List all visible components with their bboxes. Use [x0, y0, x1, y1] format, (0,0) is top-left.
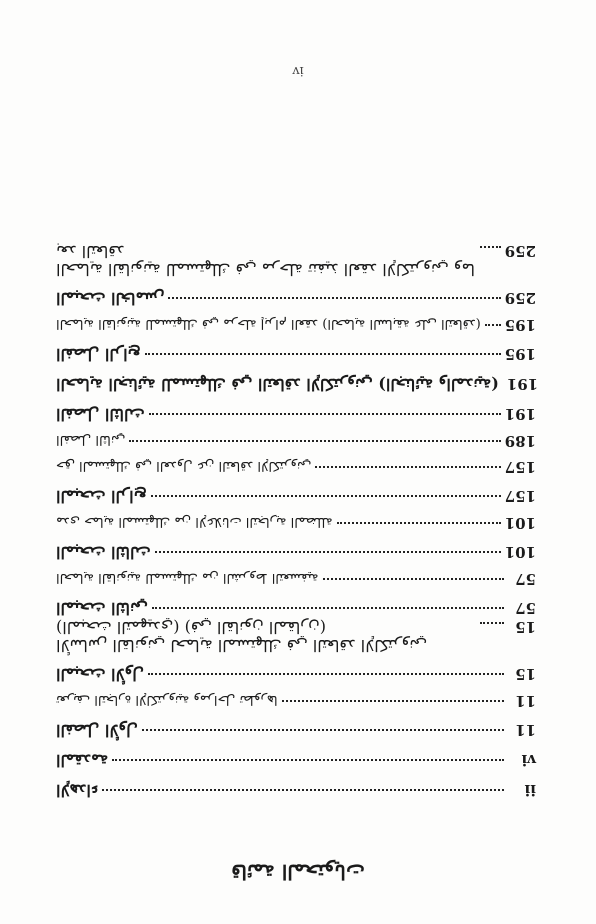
toc-entry-label: حق المستهلك في العدول عن التعاقد الإلكتروني [56, 458, 312, 473]
toc-entry-label: الفصل الثاني [56, 432, 126, 447]
toc-entry-page-number: 57 [515, 570, 536, 588]
toc-entry-label: الفصل الأول [56, 721, 138, 740]
toc-entry[interactable] [56, 394, 536, 424]
dot-leader [151, 495, 501, 497]
toc-entry[interactable] [56, 588, 536, 618]
toc-entry-label: الحماية الجنائية للمستهلك في التعاقد الإلكتروني (الجنائية والمدنية) [56, 375, 499, 394]
page-folio: iv [292, 63, 304, 78]
dot-leader [155, 551, 501, 553]
toc-entry-page-number: 259 [504, 242, 536, 260]
dot-leader [282, 700, 504, 702]
toc-entry[interactable] [56, 654, 536, 684]
toc-entry-label: المبحث الثالث [56, 543, 151, 562]
toc-entry-page-number: 101 [504, 514, 536, 532]
toc-entry-label: مدى حماية المستهلك من الإعلانات التجارية المضللة [56, 514, 333, 529]
dot-leader [148, 673, 504, 675]
toc-entry-page-number: vi [521, 751, 536, 769]
toc-entry-page-number: 259 [504, 289, 536, 307]
dot-leader [480, 622, 504, 624]
toc-entry[interactable] [56, 424, 536, 450]
toc-entry-page-number: 191 [504, 405, 536, 423]
toc-entry-label: المبحث الثاني [56, 599, 148, 618]
page-title: قائمة المحتويات [231, 860, 365, 884]
toc-entry[interactable] [56, 562, 536, 588]
toc-entry-page-number: 195 [504, 316, 536, 334]
dot-leader [152, 607, 504, 609]
toc-entry-page-number: 189 [504, 432, 536, 450]
toc-entry-label: الفصل الثالث [56, 405, 145, 424]
toc-entry-page-number: 157 [504, 458, 536, 476]
dot-leader [480, 246, 501, 248]
toc-entry-page-number: 195 [504, 345, 536, 363]
toc-entry[interactable] [56, 242, 536, 278]
toc-entry[interactable] [56, 532, 536, 562]
toc-entry[interactable] [56, 740, 536, 770]
dot-leader [149, 413, 501, 415]
toc-entry[interactable] [56, 476, 536, 506]
dot-leader [129, 440, 500, 442]
toc-entry[interactable] [56, 710, 536, 740]
dot-leader [169, 297, 501, 299]
toc-entry-label: الحماية القانونية للمستهلك في مرحلة تنفيذ العقد الإلكتروني وما بعد التعاقد [56, 242, 475, 279]
toc-entry-label: المبحث الخامس [56, 289, 165, 308]
table-of-contents [56, 242, 539, 800]
toc-entry[interactable] [56, 308, 536, 334]
toc-entry-label: المقدمة [56, 751, 109, 770]
toc-entry[interactable] [56, 770, 536, 800]
toc-entry-label: الحماية القانونية للمستهلك في مرحلة إبرام العقد (الحماية السابقة على التعاقد) [56, 316, 481, 331]
toc-entry-page-number: 191 [506, 375, 539, 393]
dot-leader [145, 353, 501, 355]
toc-entry[interactable] [56, 334, 536, 364]
toc-entry-page-number: ii [524, 781, 536, 799]
toc-entry-page-number: 101 [504, 543, 536, 561]
dot-leader [112, 759, 504, 761]
dot-leader [485, 324, 501, 326]
toc-entry-page-number: 11 [515, 692, 536, 710]
dot-leader [337, 522, 501, 524]
dot-leader [102, 789, 504, 791]
toc-entry[interactable] [56, 450, 536, 476]
toc-entry[interactable] [56, 364, 539, 394]
toc-entry[interactable] [56, 618, 536, 654]
dot-leader [323, 578, 504, 580]
toc-entry[interactable] [56, 684, 536, 710]
toc-entry-label: الفصل الرابع [56, 345, 141, 364]
toc-entry-label: الأساس القانوني لحماية المستهلك في التعاقد الإلكتروني (المبحث التمهيدي) (في القانون المقارن) [56, 618, 428, 655]
toc-entry-label: المبحث الأول [56, 665, 144, 684]
toc-entry-page-number: 15 [515, 665, 536, 683]
toc-entry-label: المبحث الرابع [56, 487, 147, 506]
toc-entry-label: تعريف التجارة الإلكترونية ومراحل تطورها [56, 692, 278, 707]
toc-entry-page-number: 157 [504, 487, 536, 505]
toc-entry-page-number: 11 [515, 721, 536, 739]
toc-entry-label: الإهداء [56, 781, 99, 800]
toc-entry-page-number: 57 [515, 599, 536, 617]
toc-entry-page-number: 15 [515, 618, 536, 636]
toc-entry[interactable] [56, 506, 536, 532]
dot-leader [315, 466, 500, 468]
toc-entry[interactable] [56, 278, 536, 308]
dot-leader [142, 729, 504, 731]
toc-entry-label: الحماية القانونية للمستهلك من الشروط التعسفية [56, 570, 319, 585]
